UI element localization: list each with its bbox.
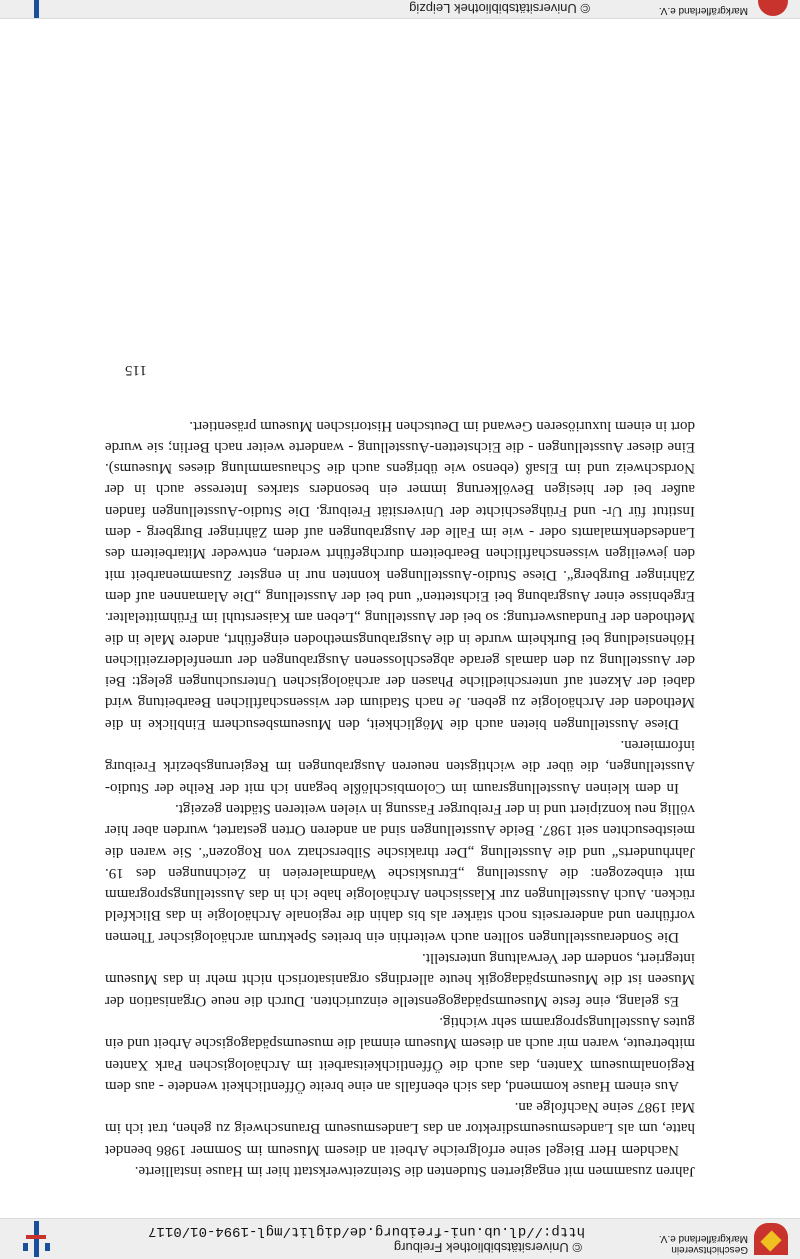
copyright-notice: © Universitätsbibliothek Leipzig: [409, 1, 590, 16]
society-name: Markgräflerland e.V.: [658, 5, 748, 16]
paragraph: In dem kleinen Ausstellungsraum im Colombischlößle begann ich mit der Reihe der Studio-Ausstellungen, die über die wichtigsten neueren Ausgrabungen im Regierungsbezirk Freiburg informieren.: [105, 737, 695, 796]
paragraph: Jahren zusammen mit engagierten Studenten die Steinzeitwerkstatt hier im Hause installierte.: [134, 1163, 695, 1179]
permalink[interactable]: http://dl.ub.uni-freiburg.de/diglit/mgl-1994-01/0117: [148, 1223, 585, 1239]
society-name: Geschichtsverein Markgräflerland e.V.: [658, 1233, 748, 1255]
scanned-page: [105, 359, 695, 1181]
society-crest-icon: [758, 0, 788, 16]
library-logo-icon: [18, 0, 54, 18]
library-footer: [0, 0, 800, 19]
paragraph: Die Sonderausstellungen sollten auch weiterhin ein breites Spektrum archäologischer Themen vorführen und andererseits noch stärker als bis dahin die regionale Archäologie in das Blickfeld rücken. Auch Ausstellungen zur Klassischen Archäologie habe ich in das Ausstellungsprogramm mit einbezogen: die Ausstellung „Etruskische Wandmalereien in Zeichnungen des 19. Jahrhunderts“ und die Ausstellung „Der thrakische Silberschatz von Rogozen“. Sie waren die meistbesuchten seit 1987. Beide Ausstellungen sind an anderen Orten gestartet, wurden aber hier völlig neu konzipiert und in der Freiburger Fassung in vielen weiteren Städten gezeigt.: [105, 800, 695, 945]
library-header: [0, 1218, 800, 1259]
copyright-notice: © Universitätsbibliothek Freiburg: [393, 1240, 582, 1255]
library-logo-icon: [18, 1221, 54, 1257]
paragraph: Es gelang, eine feste Museumspädagogenstelle einzurichten. Durch die neue Organisation der Museen ist die Museumspädagogik heute allerdings organisatorisch nicht mehr in das Museum integriert, sondern der Verwaltung unterstellt.: [105, 950, 695, 1009]
paragraph: Nachdem Herr Biegel seine erfolgreiche Arbeit an diesem Museum im Sommer 1986 beendet hatte, um als Landesmuseumsdirektor an das Landesmuseum Braunschweig zu gehen, trat ich im Mai 1987 seine Nachfolge an.: [105, 1099, 695, 1158]
paragraph: Aus einem Hause kommend, das sich ebenfalls an eine breite Öffentlichkeit wendete - aus dem Regionalmuseum Xanten, das auch die Öffentlichkeitsarbeit im Archäologischen Park Xanten mitbetreute, waren mir auch an diesem Museum einmal die museumspädagogische Arbeit und ein gutes Ausstellungsprogramm sehr wichtig.: [105, 1013, 695, 1094]
page-number: 115: [125, 362, 147, 379]
paragraph: Diese Ausstellungen bieten auch die Möglichkeit, den Museumsbesuchern Einblicke in die Methoden der Archäologie zu geben. Je nach Stadium der wissenschaftlichen Bearbeitung wird dabei der Akzent auf unterschiedliche Phasen der archäologischen Untersuchungen gelegt: Bei der Ausstellung zu den damals gerade abgeschlossenen Ausgrabungen der urnenfelderzeitlichen Höhensiedlung bei Burkheim wurde in die Ausgrabungsmethoden eingeführt, andere Male in die Methoden der Fundauswertung: so bei der Ausstellung „Leben am Kaiserstuhl im Frühmittelalter. Ergebnisse einer Ausgrabung bei Eichstetten“ und bei der Ausstellung „Die Alamannen auf dem Zähringer Burgberg“. Diese Studio-Ausstellungen konnten nur in engster Zusammenarbeit mit den jeweiligen wissenschaftlichen Bearbeitern durchgeführt werden, entweder Mitarbeitern des Landesdenkmalamts oder - wie im Falle der Ausgrabungen auf dem Zähringer Burgberg - dem Institut für Ur- und Frühgeschichte der Universität Freiburg. Die Studio-Ausstellungen fanden außer bei der hiesigen Bevölkerung immer ein besonders starkes Interesse auch in der Nordschweiz und im Elsaß (ebenso wie übrigens auch die Schausammlung dieses Museums). Eine dieser Ausstellungen - die Eichstetten-Ausstellung - wanderte weiter nach Berlin; sie wurde dort in einem luxuriöseren Gewand im Deutschen Historischen Museum präsentiert.: [105, 417, 695, 732]
society-crest-icon: [754, 1223, 788, 1255]
